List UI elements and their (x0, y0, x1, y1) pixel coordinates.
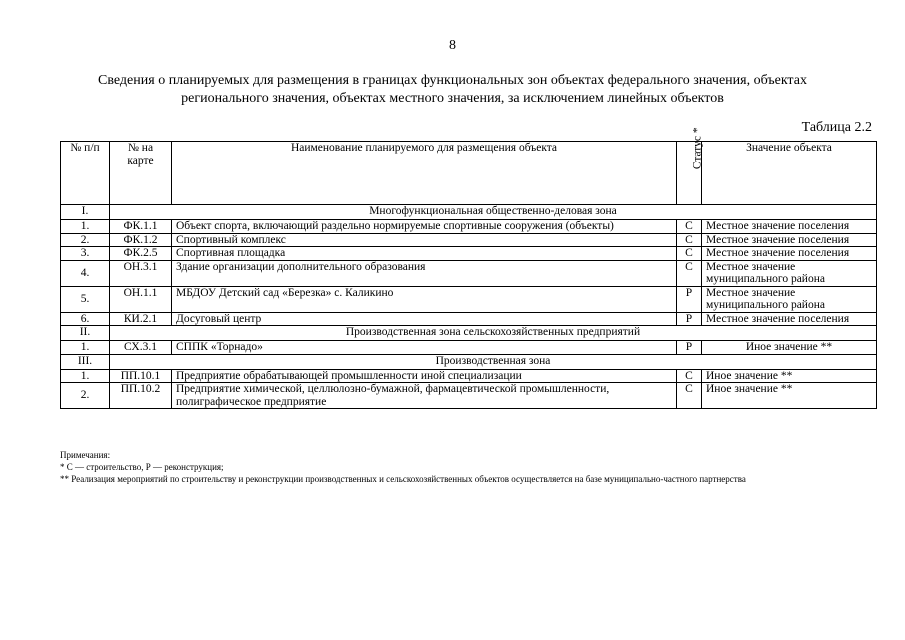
row-map-num: КИ.2.1 (110, 312, 172, 326)
row-num: 1. (61, 369, 110, 383)
row-value: Местное значение поселения (702, 233, 877, 247)
row-map-num: ОН.1.1 (110, 286, 172, 312)
section-title: Производственная зона сельскохозяйственных предприятий (110, 326, 877, 341)
row-object-name: Объект спорта, включающий раздельно нормируемые спортивные сооружения (объекты) (172, 220, 677, 234)
row-map-num: СХ.3.1 (110, 341, 172, 355)
table-row (61, 260, 877, 286)
row-status: Р (677, 341, 702, 355)
row-object-name: МБДОУ Детский сад «Березка» с. Каликино (172, 286, 677, 312)
row-num: 2. (61, 383, 110, 409)
notes-heading: Примечания: (60, 450, 111, 460)
row-value: Местное значение муниципального района (702, 286, 877, 312)
row-map-num: ПП.10.2 (110, 383, 172, 409)
row-status: С (677, 247, 702, 261)
row-object-name: СППК «Торнадо» (172, 341, 677, 355)
header-map-num: № на карте (110, 142, 172, 205)
row-value: Иное значение ** (702, 341, 877, 355)
section-title: Многофункциональная общественно-деловая зона (110, 205, 877, 220)
document-title: Сведения о планируемых для размещения в границах функциональных зон объектах федерального значения, объектах регионального значения, объектах местного значения, за исключением линейных объектов (98, 73, 807, 106)
row-map-num: ПП.10.1 (110, 369, 172, 383)
table-row (61, 286, 877, 312)
row-num: 2. (61, 233, 110, 247)
header-value: Значение объекта (702, 142, 877, 205)
row-status: С (677, 233, 702, 247)
section-title: Производственная зона (110, 354, 877, 369)
row-map-num: ФК.1.1 (110, 220, 172, 234)
row-num: 3. (61, 247, 110, 261)
note-line: * С — строительство, Р — реконструкция; (60, 462, 224, 472)
row-status: С (677, 369, 702, 383)
page-number: 8 (449, 38, 456, 53)
header-name: Наименование планируемого для размещения объекта (172, 142, 677, 205)
row-num: 1. (61, 220, 110, 234)
row-value: Местное значение поселения (702, 220, 877, 234)
section-row (61, 205, 877, 220)
section-num: II. (61, 326, 110, 341)
header-status (677, 127, 704, 205)
note-line: ** Реализация мероприятий по строительству и реконструкции производственных и сельскохозяйственных объектов осуществляется на базе муниципально-частного партнерства (60, 474, 746, 484)
table-row (61, 247, 877, 261)
row-status: С (677, 220, 702, 234)
row-value: Местное значение муниципального района (702, 260, 877, 286)
row-object-name: Предприятие химической, целлюлозно-бумажной, фармацевтической промышленности, полиграфическое предприятие (172, 383, 677, 409)
section-row (61, 354, 877, 369)
row-map-num: ФК.1.2 (110, 233, 172, 247)
row-map-num: ФК.2.5 (110, 247, 172, 261)
row-map-num: ОН.3.1 (110, 260, 172, 286)
table-row (61, 369, 877, 383)
row-value: Иное значение ** (702, 383, 877, 409)
row-object-name: Досуговый центр (172, 312, 677, 326)
table-label: Таблица 2.2 (801, 120, 872, 135)
row-status: Р (677, 312, 702, 326)
row-value: Иное значение ** (702, 369, 877, 383)
row-status: Р (677, 286, 702, 312)
row-status: С (677, 383, 702, 409)
table-row (61, 312, 877, 326)
row-object-name: Предприятие обрабатывающей промышленности иной специализации (172, 369, 677, 383)
row-object-name: Спортивная площадка (172, 247, 677, 261)
row-num: 5. (61, 286, 110, 312)
header-num: № п/п (61, 142, 110, 205)
section-num: III. (61, 354, 110, 369)
row-num: 1. (61, 341, 110, 355)
row-num: 6. (61, 312, 110, 326)
header-status-label: Статус * (691, 127, 704, 170)
table-row (61, 341, 877, 355)
table-row (61, 220, 877, 234)
row-value: Местное значение поселения (702, 312, 877, 326)
notes (60, 449, 840, 485)
row-value: Местное значение поселения (702, 247, 877, 261)
row-num: 4. (61, 260, 110, 286)
table-row (61, 233, 877, 247)
section-row (61, 326, 877, 341)
row-status: С (677, 260, 702, 286)
row-object-name: Спортивный комплекс (172, 233, 677, 247)
table-header-row (61, 142, 877, 205)
table-row (61, 383, 877, 409)
row-object-name: Здание организации дополнительного образования (172, 260, 677, 286)
section-num: I. (61, 205, 110, 220)
